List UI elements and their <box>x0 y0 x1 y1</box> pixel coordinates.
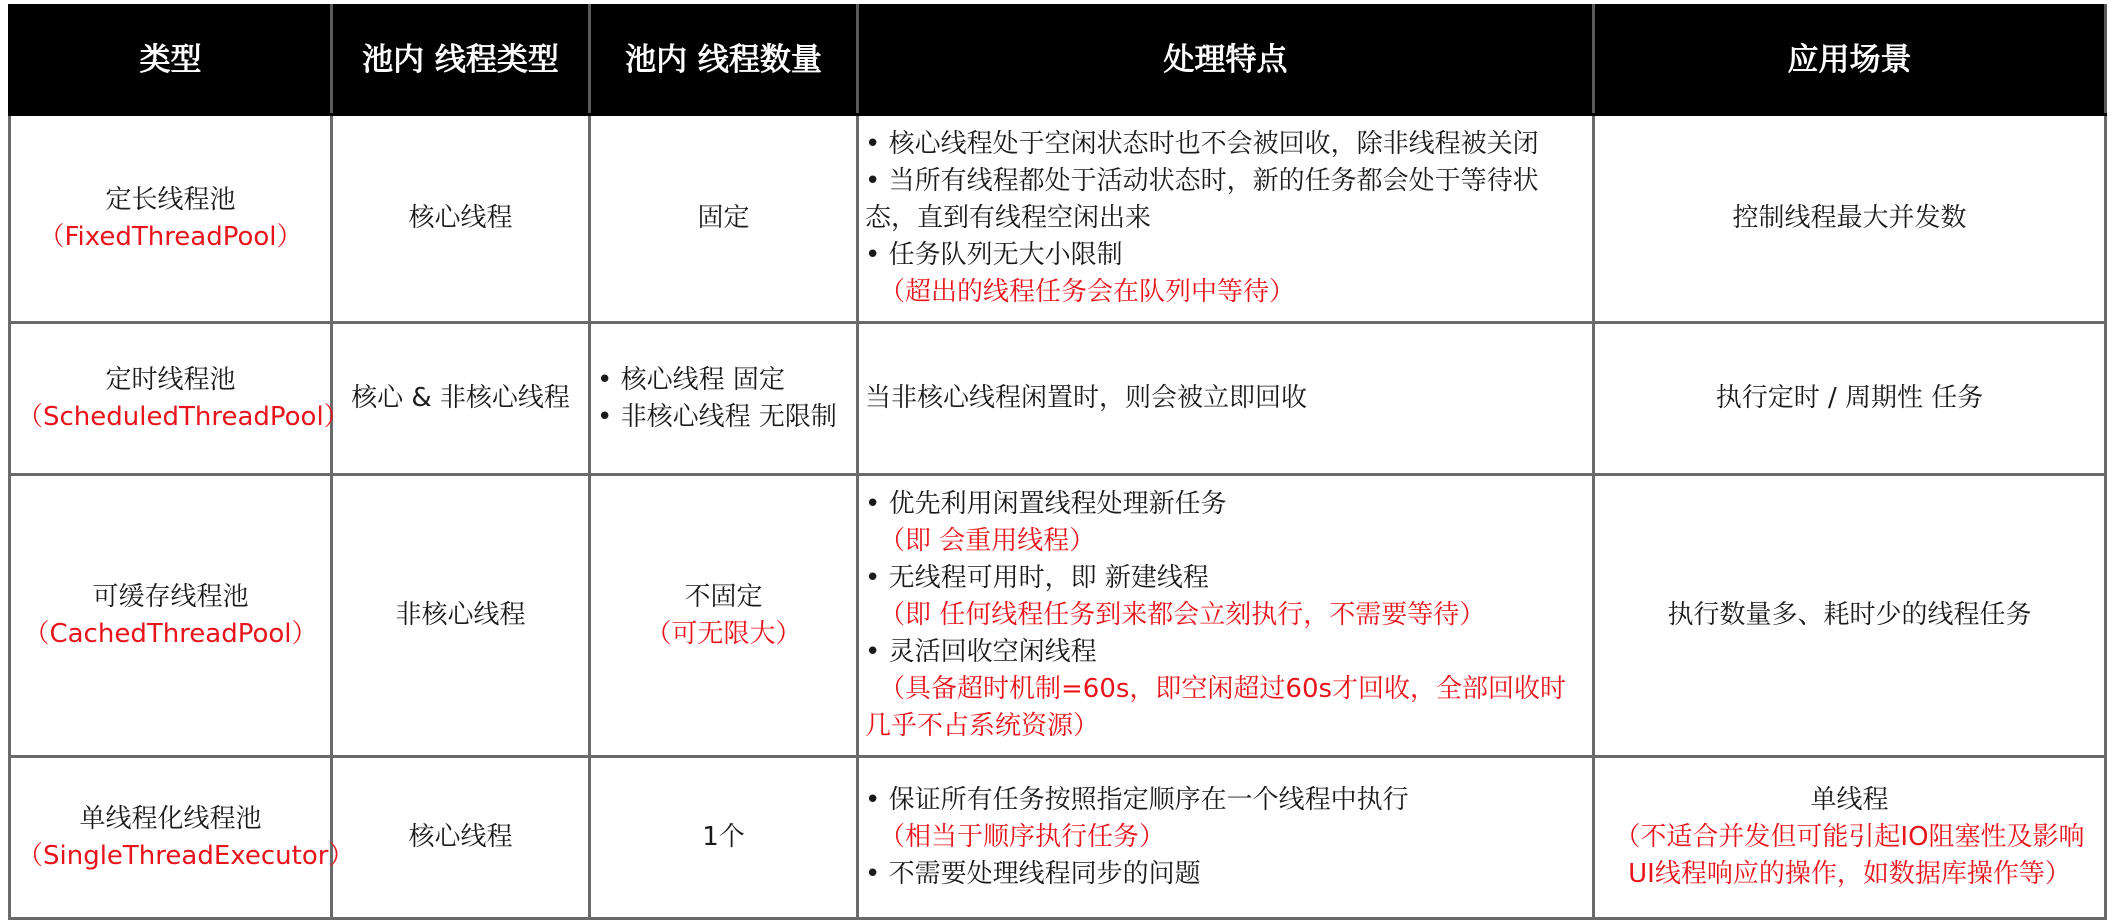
scenario-cell <box>1594 757 2106 919</box>
type-name: 定长线程池 <box>105 184 236 215</box>
type-class: （FixedThreadPool） <box>38 221 303 252</box>
thread-type-cell: 非核心线程 <box>332 475 590 757</box>
header-thread-type: 池内 线程类型 <box>332 6 590 115</box>
thread-count-cell: 固定 <box>590 115 858 323</box>
header-thread-count: 池内 线程数量 <box>590 6 858 115</box>
scenario-cell: 执行数量多、耗时少的线程任务 <box>1594 475 2106 757</box>
type-name: 可缓存线程池 <box>92 581 249 612</box>
header-scenario: 应用场景 <box>1594 6 2106 115</box>
features-cell <box>858 475 1594 757</box>
scenario-cell: 控制线程最大并发数 <box>1594 115 2106 323</box>
type-cell <box>10 757 355 919</box>
type-cell <box>10 115 332 323</box>
table-row <box>10 475 2106 757</box>
type-cell <box>10 323 350 475</box>
thread-type-cell: 核心线程 <box>332 115 590 323</box>
table-row <box>10 323 2106 475</box>
table-row <box>10 115 2106 323</box>
features-cell <box>858 757 1594 919</box>
count-item: • 非核心线程 无限制 <box>597 399 850 436</box>
thread-count-cell <box>590 323 858 475</box>
features-cell: 当非核心线程闲置时，则会被立即回收 <box>858 323 1594 475</box>
type-class: （SingleThreadExecutor） <box>17 840 355 871</box>
type-name: 单线程化线程池 <box>79 803 262 834</box>
thread-pool-comparison-table <box>8 4 2107 920</box>
feature-item: • 核心线程处于空闲状态时也不会被回收，除非线程被关闭 <box>865 126 1586 163</box>
feature-item: • 优先利用闲置线程处理新任务 <box>865 486 1586 523</box>
scenario-note: UI线程响应的操作，如数据库操作等） <box>1628 859 2071 889</box>
feature-item: • 无线程可用时，即 新建线程 <box>865 560 1586 597</box>
feature-note-continuation: 几乎不占系统资源） <box>865 711 1100 741</box>
feature-item: • 当所有线程都处于活动状态时，新的任务都会处于等待状 <box>865 163 1586 200</box>
type-class: （CachedThreadPool） <box>23 618 318 649</box>
scenario-value: 单线程 <box>1810 785 1889 815</box>
thread-count-cell <box>590 475 858 757</box>
scenario-note: （不适合并发但可能引起IO阻塞性及影响 <box>1614 822 2085 852</box>
count-item: • 核心线程 固定 <box>597 362 850 399</box>
header-type: 类型 <box>10 6 332 115</box>
type-class: （ScheduledThreadPool） <box>17 401 350 432</box>
feature-note: （相当于顺序执行任务） <box>879 822 1166 852</box>
thread-type-cell: 核心 & 非核心线程 <box>332 323 590 475</box>
thread-count-cell: 1个 <box>590 757 858 919</box>
feature-item: • 保证所有任务按照指定顺序在一个线程中执行 <box>865 782 1586 819</box>
count-note: （可无限大） <box>645 618 802 649</box>
type-cell <box>10 475 332 757</box>
features-cell <box>858 115 1594 323</box>
header-features: 处理特点 <box>858 6 1594 115</box>
type-name: 定时线程池 <box>105 364 236 395</box>
scenario-cell: 执行定时 / 周期性 任务 <box>1594 323 2106 475</box>
feature-note: （超出的线程任务会在队列中等待） <box>879 277 1296 307</box>
feature-item: • 灵活回收空闲线程 <box>865 634 1586 671</box>
feature-note: （即 任何线程任务到来都会立刻执行，不需要等待） <box>879 600 1486 630</box>
feature-item: • 任务队列无大小限制 <box>865 237 1586 274</box>
count-value: 不固定 <box>684 581 763 612</box>
feature-continuation: 态，直到有线程空闲出来 <box>865 203 1152 233</box>
table-row <box>10 757 2106 919</box>
table-header-row <box>10 6 2106 115</box>
feature-note: （具备超时机制=60s，即空闲超过60s才回收，全部回收时 <box>879 674 1567 704</box>
feature-item: • 不需要处理线程同步的问题 <box>865 856 1586 893</box>
thread-type-cell: 核心线程 <box>332 757 590 919</box>
feature-note: （即 会重用线程） <box>879 526 1096 556</box>
